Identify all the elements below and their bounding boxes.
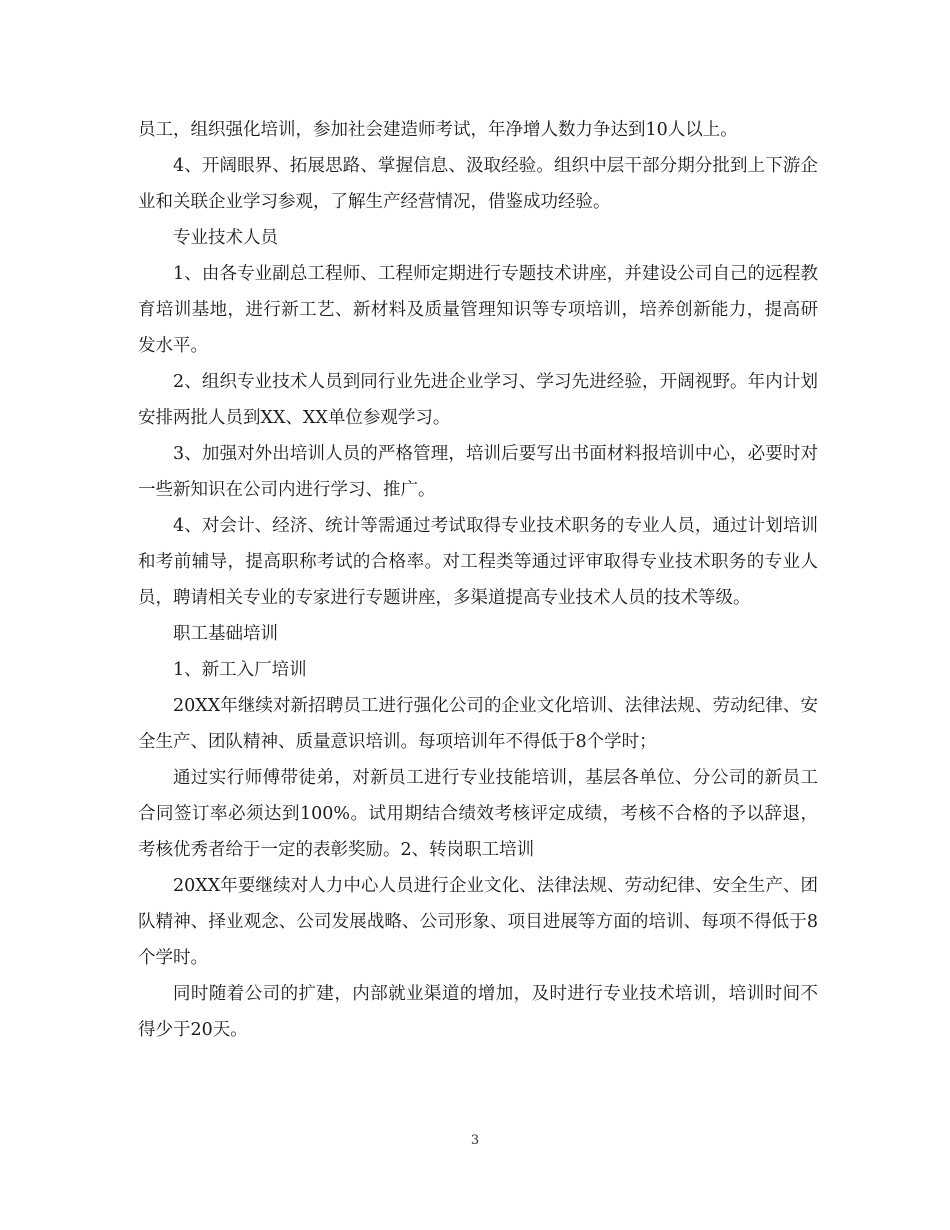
paragraph: 4、开阔眼界、拓展思路、掌握信息、汲取经验。组织中层干部分期分批到上下游企业和关联企业学习参观，了解生产经营情况，借鉴成功经验。	[138, 156, 818, 212]
document-body	[138, 112, 818, 1048]
paragraph: 同时随着公司的扩建，内部就业渠道的增加，及时进行专业技术培训，培训时间不得少于20天。	[138, 984, 818, 1040]
paragraph: 2、组织专业技术人员到同行业先进企业学习、学习先进经验，开阔视野。年内计划安排两批人员到XX、XX单位参观学习。	[138, 372, 818, 428]
paragraph: 员工，组织强化培训，参加社会建造师考试，年净增人数力争达到10人以上。	[138, 120, 738, 140]
section-heading: 专业技术人员	[173, 228, 278, 248]
paragraph: 20XX年继续对新招聘员工进行强化公司的企业文化培训、法律法规、劳动纪律、安全生产、团队精神、质量意识培训。每项培训年不得低于8个学时；	[138, 696, 818, 752]
paragraph: 3、加强对外出培训人员的严格管理，培训后要写出书面材料报培训中心，必要时对一些新知识在公司内进行学习、推广。	[138, 444, 818, 500]
paragraph: 通过实行师傅带徒弟，对新员工进行专业技能培训，基层各单位、分公司的新员工合同签订率必须达到100%。试用期结合绩效考核评定成绩，考核不合格的予以辞退，考核优秀者给于一定的表彰奖励。2、转岗职工培训	[138, 768, 818, 860]
paragraph: 1、由各专业副总工程师、工程师定期进行专题技术讲座，并建设公司自己的远程教育培训基地，进行新工艺、新材料及质量管理知识等专项培训，培养创新能力，提高研发水平。	[138, 264, 818, 356]
subsection-heading: 1、新工入厂培训	[173, 660, 307, 680]
paragraph: 4、对会计、经济、统计等需通过考试取得专业技术职务的专业人员，通过计划培训和考前辅导，提高职称考试的合格率。对工程类等通过评审取得专业技术职务的专业人员，聘请相关专业的专家进行专题讲座，多渠道提高专业技术人员的技术等级。	[138, 516, 818, 608]
paragraph: 20XX年要继续对人力中心人员进行企业文化、法律法规、劳动纪律、安全生产、团队精神、择业观念、公司发展战略、公司形象、项目进展等方面的培训、每项不得低于8个学时。	[138, 876, 818, 968]
page-number: 3	[470, 1133, 480, 1148]
section-heading: 职工基础培训	[173, 624, 278, 644]
